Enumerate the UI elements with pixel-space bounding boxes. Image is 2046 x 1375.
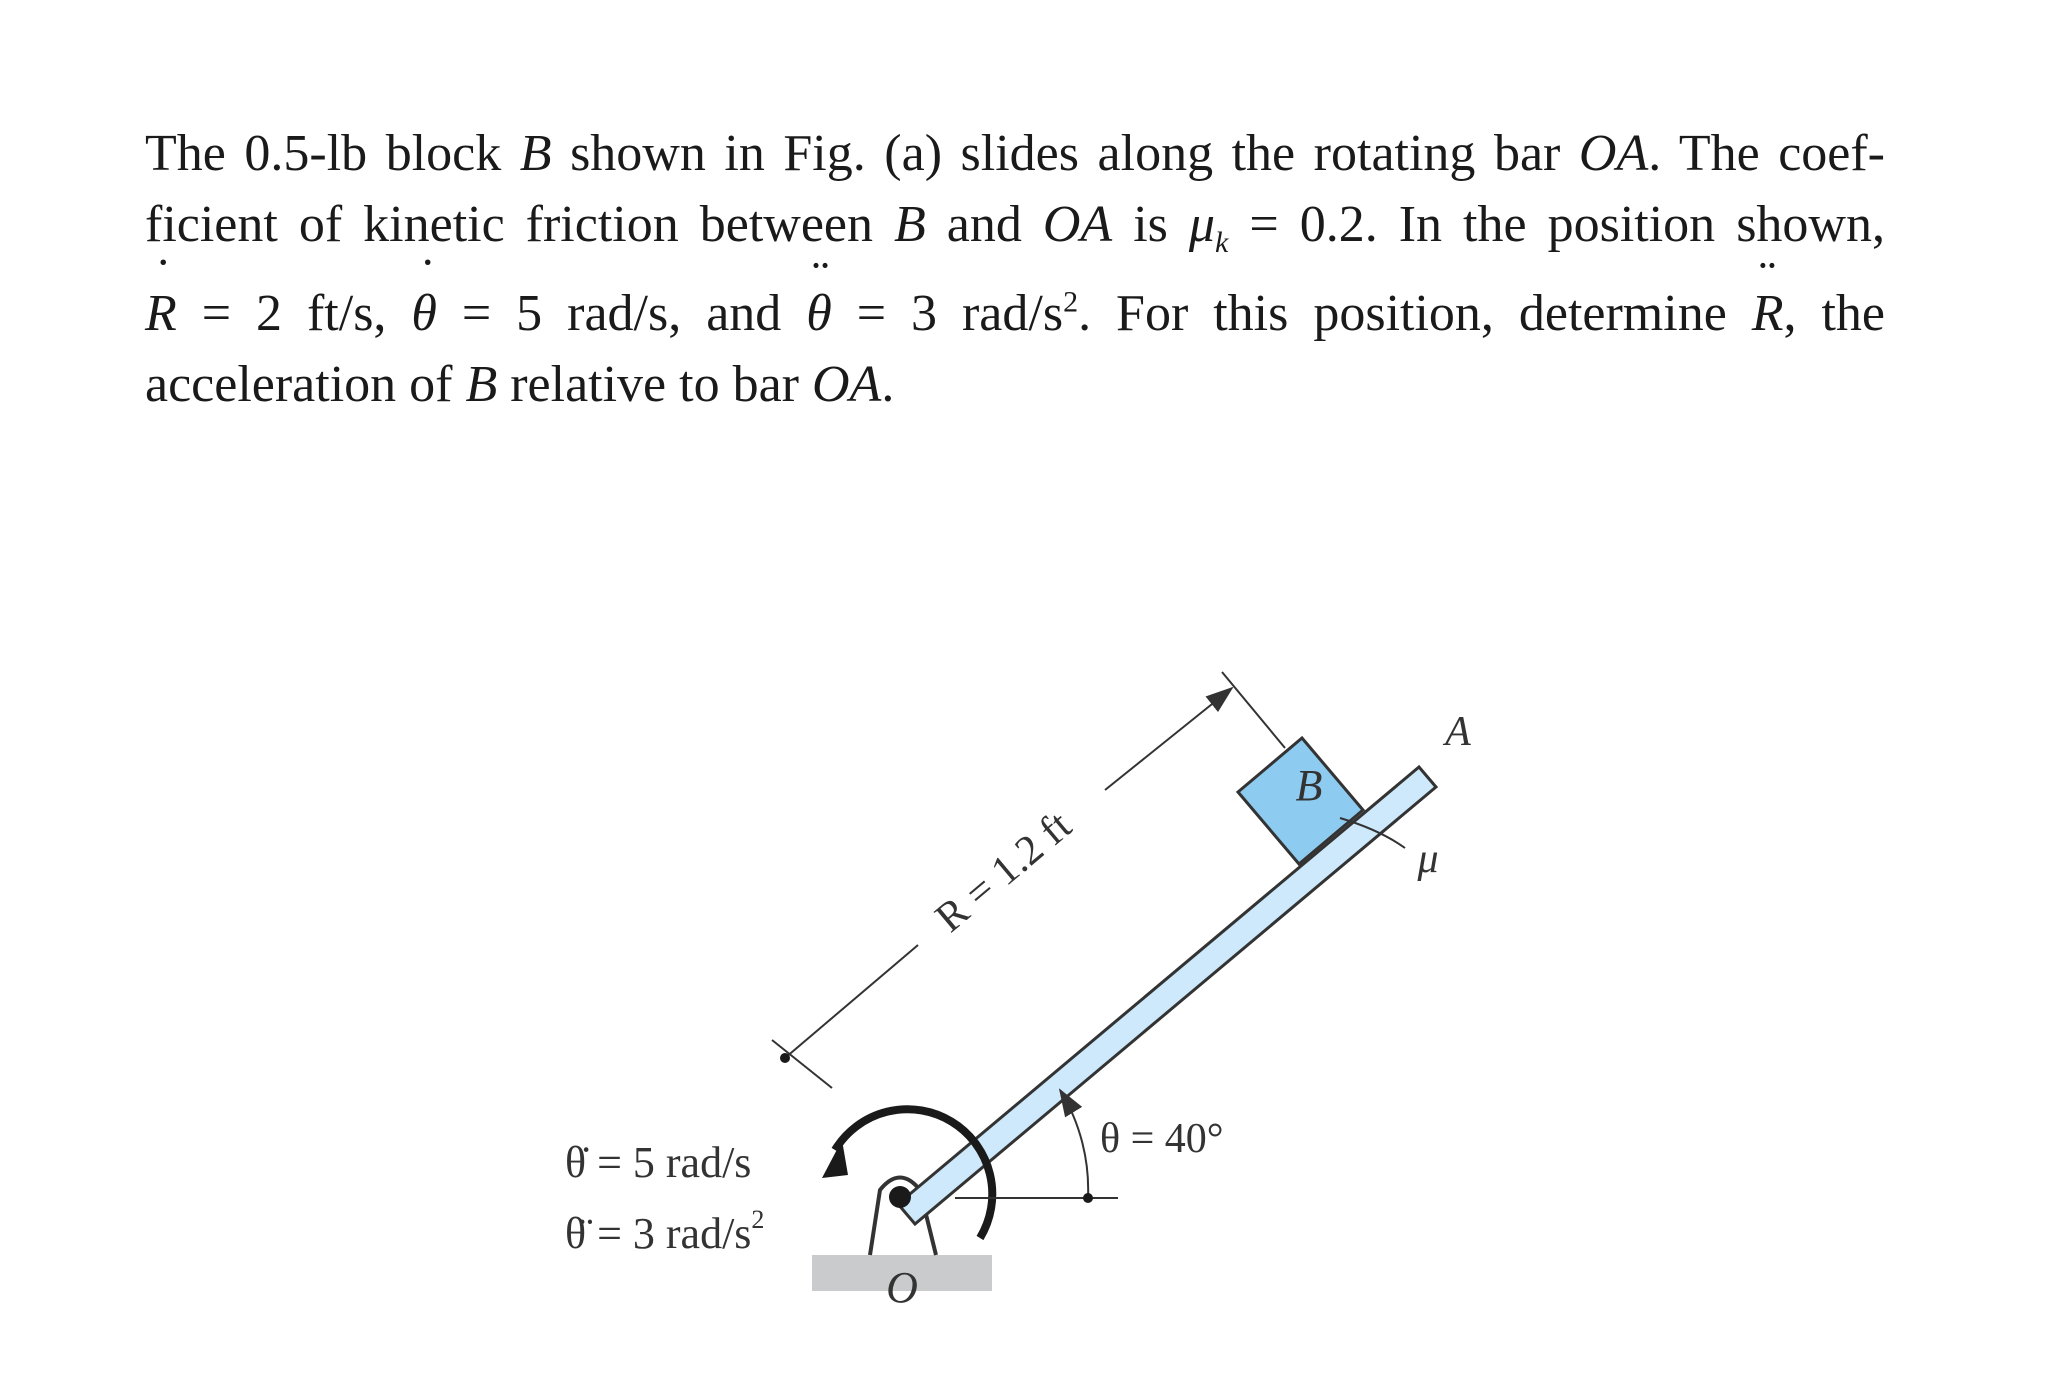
- text-segment: = 2 ft/s,: [176, 285, 412, 343]
- exponent: 2: [1063, 286, 1079, 320]
- var-R-ddot: ¨ R: [1752, 278, 1784, 349]
- angle-arc: [1060, 1090, 1088, 1198]
- var-mu: μ: [1188, 196, 1216, 253]
- var-R-dot: ˙ R: [145, 278, 177, 349]
- text-segment: . For this position, determine: [1078, 285, 1752, 343]
- var-OA: OA: [811, 356, 882, 414]
- dim-dot: [780, 1053, 790, 1063]
- text-segment: = 5 rad/s, and: [436, 285, 807, 343]
- text-segment: shown in Fig. (a) slides along the rotating bar: [551, 125, 1579, 182]
- text-segment: The 0.5-lb block: [145, 125, 520, 182]
- pivot-pin: [889, 1186, 911, 1208]
- text-segment: ficient of kinetic friction between: [145, 196, 894, 253]
- alpha-label: [565, 1205, 764, 1258]
- mu-label: μ: [1417, 836, 1439, 882]
- alpha-exponent: 2: [751, 1205, 765, 1234]
- omega-label: θ̇ = 5 rad/s: [565, 1138, 752, 1187]
- angle-dot: [1083, 1193, 1093, 1203]
- dim-extension-o: [772, 1040, 832, 1088]
- text-segment: , the: [1783, 285, 1885, 343]
- var-B: B: [894, 196, 926, 253]
- pivot-label-O: O: [886, 1263, 918, 1312]
- text-segment: = 3 rad/s: [831, 285, 1064, 343]
- var-theta-ddot: ¨ θ: [806, 278, 832, 349]
- dim-line-upper: [1105, 688, 1232, 790]
- end-label-A: A: [1445, 709, 1471, 755]
- text-segment: .: [881, 356, 895, 414]
- alpha-text: θ̈ = 3 rad/s: [565, 1209, 752, 1258]
- text-segment: relative to bar: [497, 356, 812, 414]
- var-theta-dot: ˙ θ: [411, 278, 437, 349]
- dim-line-lower: [785, 945, 918, 1058]
- dim-extension-b: [1222, 672, 1285, 748]
- var-B: B: [519, 125, 552, 182]
- var-OA: OA: [1578, 125, 1649, 182]
- text-segment: is: [1112, 196, 1189, 253]
- var-OA: OA: [1042, 196, 1113, 253]
- text-segment: and: [925, 196, 1043, 253]
- text-segment: . The coef-: [1648, 125, 1885, 182]
- text-segment: = 0.2. In the position shown,: [1228, 196, 1885, 253]
- var-B: B: [465, 356, 498, 414]
- var-k: k: [1215, 226, 1229, 260]
- R-label: R = 1.2 ft: [927, 802, 1081, 942]
- text-segment: acceleration of: [145, 356, 466, 414]
- block-label: B: [1295, 761, 1323, 810]
- angle-label: θ = 40°: [1100, 1116, 1224, 1162]
